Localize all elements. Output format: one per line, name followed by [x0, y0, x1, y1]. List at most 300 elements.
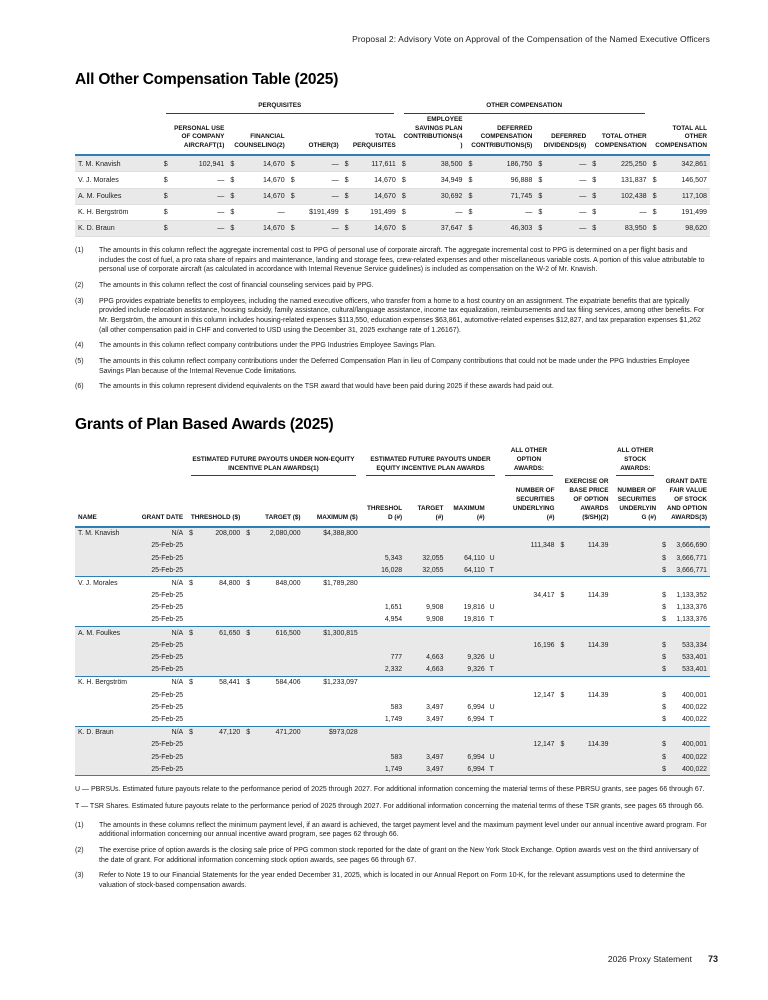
table-cell — [361, 739, 405, 751]
table-cell — [75, 540, 135, 552]
table-cell: $ 58,441 — [186, 676, 243, 689]
table-cell: $ — — [163, 208, 225, 217]
table-cell — [304, 701, 361, 713]
legend-u: U — PBRSUs. Estimated future payouts relate to the performance period of 2025 through 2027. For additional information concerning the material terms of these PBRSU grants, see pages 66 through 67. — [75, 786, 705, 794]
footnote-text: Refer to Note 19 to our Financial Statements for the year ended December 31, 2025, which is located in our Annual Report on Form 10-K, for the relevant assumptions used to determine the valuation of stock-based compensation awards. — [99, 872, 685, 889]
table-cell: $ 400,022 — [662, 753, 707, 761]
table-cell — [500, 763, 557, 776]
table-cell — [186, 713, 243, 726]
table-cell — [75, 701, 135, 713]
table-cell — [611, 590, 659, 602]
table-cell: $ 30,692 — [401, 192, 463, 201]
table-cell: 25-Feb-25 — [151, 666, 184, 674]
footnote — [75, 297, 710, 336]
table-cell — [500, 627, 557, 640]
table-row — [75, 552, 710, 564]
table-cell: 777 — [390, 654, 403, 662]
footnote-number: (1) — [75, 821, 84, 829]
table-cell — [558, 527, 612, 540]
table-cell — [405, 540, 446, 552]
table-cell — [488, 590, 501, 602]
table-cell: 3,497 — [405, 763, 446, 776]
table-cell: $ — — [163, 224, 225, 233]
table-cell — [75, 763, 135, 776]
table-cell — [75, 552, 135, 564]
table-cell: T — [489, 715, 494, 723]
footnote — [75, 821, 710, 840]
table-cell: $ — — [538, 175, 587, 184]
table-cell: T. M. Knavish — [78, 159, 121, 168]
table-row — [75, 188, 710, 204]
table-row — [75, 614, 710, 627]
table-cell — [186, 739, 243, 751]
table-cell: N/A — [135, 726, 186, 739]
perquisites-group-header: PERQUISITES — [161, 100, 399, 114]
table-cell — [488, 726, 501, 739]
table-cell — [558, 614, 612, 627]
table-cell — [611, 651, 659, 663]
table-cell — [405, 726, 446, 739]
table-cell: 12,147 — [533, 691, 555, 699]
footnote — [75, 382, 710, 392]
table-cell — [611, 564, 659, 577]
table-cell — [558, 651, 612, 663]
table-cell: 32,055 — [422, 566, 444, 574]
table-cell — [75, 664, 135, 677]
table-cell: 1,749 — [384, 715, 403, 723]
table-cell — [304, 639, 361, 651]
table-cell — [75, 564, 135, 577]
table-cell: $ 114.39 — [560, 691, 609, 699]
empty-header — [135, 445, 186, 476]
table-cell: 4,663 — [426, 654, 444, 662]
footnote-number: (2) — [75, 846, 84, 854]
table-cell — [304, 552, 361, 564]
table-cell: $ 98,620 — [652, 224, 707, 233]
table-cell: $ — — [230, 208, 285, 217]
table-cell: 9,908 — [426, 616, 444, 624]
table-cell: $ 2,080,000 — [246, 530, 301, 538]
table-row — [75, 602, 710, 614]
table-cell: $ 471,200 — [243, 726, 303, 739]
table-cell — [405, 590, 446, 602]
table-cell: $ — — [538, 159, 587, 168]
empty-header — [75, 445, 135, 476]
table-cell: $ 208,000 — [189, 530, 241, 538]
table-cell — [558, 602, 612, 614]
column-header: EMPLOYEE SAVINGS PLAN CONTRIBUTIONS(4) — [399, 114, 466, 155]
table-cell: 9,326 — [467, 666, 485, 674]
table-row — [75, 689, 710, 701]
table-cell: V. J. Morales — [75, 577, 135, 590]
comp-table-body — [75, 155, 710, 236]
table-cell — [611, 726, 659, 739]
table-cell — [446, 527, 487, 540]
column-header: GRANT DATE — [135, 476, 186, 526]
table-row — [75, 651, 710, 663]
table-cell: 1,749 — [361, 763, 405, 776]
table-row — [75, 172, 710, 188]
table-cell: $ 225,250 — [592, 159, 647, 168]
table-cell — [243, 614, 303, 627]
ut-column-header — [488, 476, 501, 526]
column-header: MAXIMUM (#) — [446, 476, 487, 526]
table-cell: 6,994 — [446, 763, 487, 776]
table-cell: 34,417 — [533, 592, 555, 600]
table-cell: T — [488, 763, 501, 776]
table-cell: $ 14,670 — [230, 192, 285, 201]
table-cell — [558, 552, 612, 564]
table-cell: A. M. Foulkes — [75, 627, 135, 640]
comp-table-footnotes — [75, 246, 710, 392]
footnote — [75, 341, 710, 351]
table-cell: 16,196 — [533, 641, 555, 649]
table-cell — [558, 577, 612, 590]
table-cell: $ 14,670 — [230, 175, 285, 184]
table-row — [75, 639, 710, 651]
table-cell — [243, 540, 303, 552]
table-row — [75, 204, 710, 220]
table-cell — [75, 651, 135, 663]
table-cell — [186, 639, 243, 651]
table-cell — [304, 689, 361, 701]
table-cell: $ 71,745 — [468, 192, 533, 201]
table-cell — [500, 564, 557, 577]
table-cell — [243, 713, 303, 726]
table-cell — [75, 713, 135, 726]
table-cell: $ — — [468, 208, 533, 217]
table-cell: N/A — [135, 627, 186, 640]
table-cell: $ 1,133,352 — [662, 592, 707, 600]
table-cell — [558, 763, 612, 776]
column-header: FINANCIAL COUNSELING(2) — [227, 114, 287, 155]
table-cell: $ 533,401 — [662, 666, 707, 674]
column-header: NUMBER OF SECURITIES UNDERLYING (#) — [611, 476, 659, 526]
table-cell — [611, 614, 659, 627]
table-cell — [446, 639, 487, 651]
table-cell: $ 96,888 — [468, 175, 533, 184]
table-cell — [500, 676, 557, 689]
table-cell — [243, 564, 303, 577]
table-cell: $1,300,815 — [304, 627, 361, 640]
column-header: THRESHOLD ($) — [186, 476, 243, 526]
table-cell: $ — — [290, 192, 339, 201]
table-cell — [500, 713, 557, 726]
table-cell: $ 117,611 — [344, 159, 396, 168]
table-cell: $ 848,000 — [243, 577, 303, 590]
table-cell — [446, 676, 487, 689]
table-cell — [659, 726, 710, 739]
table-row — [75, 590, 710, 602]
table-cell: $ 38,500 — [401, 159, 463, 168]
table-cell: 6,994 — [467, 715, 485, 723]
table-cell: 1,651 — [384, 604, 403, 612]
table-cell: $ 400,022 — [662, 715, 707, 723]
table-cell: 25-Feb-25 — [151, 604, 184, 612]
grants-table-legend — [75, 785, 710, 811]
table-cell — [186, 701, 243, 713]
table-cell — [488, 627, 501, 640]
table-cell — [488, 527, 501, 540]
footnote-text: PPG provides expatriate benefits to employees, including the named executive officers, who transfer from a home to a host country on an assignment. The expatriate benefits that are typically provided include relocation assistance, housing subsidy, family assistance, cultural/language assistance, income tax equalization, reimbursements and tax filing services, among other benefits. For Mr. Bergström, the amount in this column includes housing-related expenses $113,550, education expenses $63,861, automotive-related expenses $12,827, and tax preparation expenses $1,262 (all other compensation paid in CHF and converted to USD using the December 31, 2025 exchange rate of 1.26167). — [99, 297, 705, 334]
footnote-text: The amounts in this column represent dividend equivalents on the TSR award that would have been paid during 2025 if these awards had paid out. — [99, 383, 554, 391]
table-cell — [304, 602, 361, 614]
table-cell — [243, 664, 303, 677]
table-cell: $4,388,800 — [323, 530, 358, 538]
footnote-number: (1) — [75, 247, 84, 255]
table-cell — [659, 577, 710, 590]
column-header: TOTAL PERQUISITES — [342, 114, 399, 155]
table-cell — [446, 590, 487, 602]
table-cell: $ 584,406 — [243, 676, 303, 689]
table-cell — [75, 602, 135, 614]
table-cell: $ 131,837 — [592, 175, 647, 184]
table-cell: $ — — [290, 159, 339, 168]
table-cell: $ 616,500 — [243, 627, 303, 640]
table-cell — [243, 639, 303, 651]
table-cell: K. D. Braun — [75, 726, 135, 739]
table-cell — [361, 627, 405, 640]
table-cell: U — [489, 654, 495, 662]
table-cell — [361, 726, 405, 739]
table-cell: U — [489, 753, 495, 761]
table-cell: $ — — [290, 224, 339, 233]
table-cell — [558, 701, 612, 713]
compensation-table-title: All Other Compensation Table (2025) — [75, 71, 339, 88]
column-header: OTHER(3) — [288, 114, 342, 155]
table-cell — [243, 763, 303, 776]
table-cell — [243, 689, 303, 701]
column-header: TARGET (#) — [405, 476, 446, 526]
table-cell — [500, 651, 557, 663]
table-cell: 25-Feb-25 — [151, 616, 184, 624]
table-cell: 64,110 — [464, 554, 485, 562]
table-cell: $ 114.39 — [560, 641, 609, 649]
table-cell — [446, 689, 487, 701]
table-cell: $ 186,750 — [468, 159, 533, 168]
table-cell — [186, 664, 243, 677]
table-cell: $ — — [163, 192, 225, 201]
table-cell: $1,233,097 — [304, 676, 361, 689]
table-cell: 19,816 — [463, 616, 485, 624]
table-cell: $ 84,800 — [186, 577, 243, 590]
table-cell: 25-Feb-25 — [151, 753, 184, 761]
table-cell — [659, 527, 710, 540]
table-cell: K. H. Bergström — [78, 208, 129, 217]
table-cell: $ 533,401 — [662, 654, 707, 662]
table-cell — [558, 713, 612, 726]
table-cell — [304, 664, 361, 677]
table-cell — [361, 577, 405, 590]
table-cell — [186, 751, 243, 763]
table-cell — [446, 739, 487, 751]
table-cell: U — [489, 604, 495, 612]
table-cell — [611, 739, 659, 751]
table-cell: T — [489, 616, 494, 624]
table-cell — [75, 590, 135, 602]
table-cell — [488, 540, 501, 552]
table-row — [75, 155, 710, 172]
table-cell: $ 61,650 — [186, 627, 243, 640]
table-cell: 6,994 — [467, 703, 485, 711]
table-cell: A. M. Foulkes — [78, 192, 122, 201]
table-cell: $ 146,507 — [652, 175, 707, 184]
table-cell: 5,343 — [384, 554, 403, 562]
table-cell — [304, 614, 361, 627]
table-cell: T — [489, 666, 494, 674]
table-cell: $ 114.39 — [560, 542, 609, 550]
table-cell: $ 1,133,376 — [662, 604, 707, 612]
table-cell: $ — — [538, 208, 587, 217]
table-cell — [558, 726, 612, 739]
table-cell — [304, 651, 361, 663]
column-header: NAME — [75, 476, 135, 526]
table-cell: 25-Feb-25 — [151, 554, 184, 562]
table-cell — [243, 739, 303, 751]
table-cell: $ — — [538, 224, 587, 233]
table-cell — [361, 590, 405, 602]
table-cell — [304, 751, 361, 763]
table-cell: $ 102,941 — [163, 159, 225, 168]
table-cell — [659, 676, 710, 689]
table-cell — [488, 689, 501, 701]
footnote-text: The amounts in this column reflect the aggregate incremental cost to PPG of personal use of corporate aircraft. The aggregate incremental cost to PPG is determined on a per flight basis and includes the cost of fuel, a pro rata share of repairs and maintenance, landing and storage fees, crew-related expenses and other miscellaneous variable costs. A portion of this value attributable to personal use of corporate aircraft (as calculated in accordance with Internal Revenue Service guidelines) is included as compensation on the W-2 of Mr. Knavish. — [99, 247, 705, 274]
table-cell: 25-Feb-25 — [151, 715, 184, 723]
table-cell: T. M. Knavish — [78, 530, 120, 538]
table-cell — [446, 627, 487, 640]
table-row — [75, 726, 710, 739]
table-cell — [405, 676, 446, 689]
column-header: MAXIMUM ($) — [304, 476, 361, 526]
table-cell: 4,663 — [426, 666, 444, 674]
table-cell: 583 — [390, 753, 403, 761]
column-header: DEFERRED DIVIDENDS(6) — [535, 114, 589, 155]
table-cell — [186, 540, 243, 552]
column-header-row — [75, 476, 710, 526]
table-cell: $ 46,303 — [468, 224, 533, 233]
table-cell — [243, 590, 303, 602]
table-cell — [75, 739, 135, 751]
table-cell — [500, 726, 557, 739]
table-cell: $ — — [401, 208, 463, 217]
grants-table-header — [75, 445, 710, 527]
footnote-number: (5) — [75, 357, 84, 365]
table-cell: $ 102,438 — [592, 192, 647, 201]
table-cell — [558, 676, 612, 689]
grants-table-body — [75, 527, 710, 776]
table-cell — [611, 763, 659, 776]
table-cell: $1,789,280 — [304, 577, 361, 590]
table-cell: 4,954 — [384, 616, 403, 624]
table-cell — [611, 577, 659, 590]
footnote-number: (2) — [75, 282, 84, 290]
table-cell — [186, 763, 243, 776]
table-cell — [611, 639, 659, 651]
table-cell — [186, 689, 243, 701]
empty-header — [659, 445, 710, 476]
footnote-text: The exercise price of option awards is the closing sale price of PPG common stock reported for the date of grant on the New York Stock Exchange. Option awards vest on the third anniversary of the date of grant. For additional information concerning stock option awards, see pages 66 through 67. — [99, 846, 699, 864]
table-cell — [500, 664, 557, 677]
table-cell: 2,332 — [384, 666, 403, 674]
table-cell — [446, 540, 487, 552]
table-cell — [304, 763, 361, 776]
table-cell — [488, 639, 501, 651]
column-header-row — [75, 114, 710, 155]
table-cell — [243, 602, 303, 614]
table-cell: 16,028 — [381, 566, 403, 574]
table-cell: 25-Feb-25 — [151, 741, 184, 749]
footnote — [75, 281, 710, 291]
table-cell — [243, 751, 303, 763]
footnote-text: The amounts in this column reflect the cost of financial counseling services paid by PPG. — [99, 282, 374, 290]
table-cell — [186, 590, 243, 602]
table-cell — [611, 689, 659, 701]
column-header: THRESHOLD (#) — [361, 476, 405, 526]
table-cell: 64,110 — [464, 566, 485, 574]
equity-group-header: ESTIMATED FUTURE PAYOUTS UNDER EQUITY INCENTIVE PLAN AWARDS — [361, 445, 501, 476]
table-cell — [304, 564, 361, 577]
footnote-number: (4) — [75, 342, 84, 350]
table-cell — [361, 639, 405, 651]
table-cell: 25-Feb-25 — [151, 641, 184, 649]
table-row — [75, 564, 710, 577]
table-cell: $ 191,499 — [652, 208, 707, 217]
group-header-row — [75, 100, 710, 114]
table-cell: $ — — [290, 175, 339, 184]
table-cell — [659, 627, 710, 640]
grants-table-title: Grants of Plan Based Awards (2025) — [75, 415, 334, 433]
table-cell — [611, 676, 659, 689]
table-cell — [500, 614, 557, 627]
table-cell — [304, 540, 361, 552]
table-cell: 3,497 — [426, 753, 444, 761]
table-cell: 9,908 — [426, 604, 444, 612]
table-cell: $ 3,666,771 — [662, 566, 707, 574]
table-cell: N/A — [135, 676, 186, 689]
non-equity-group-header: ESTIMATED FUTURE PAYOUTS UNDER NON-EQUITY INCENTIVE PLAN AWARDS(1) — [186, 445, 361, 476]
table-cell — [500, 701, 557, 713]
table-cell: $ 191,499 — [344, 208, 396, 217]
table-cell: $ 14,670 — [230, 224, 285, 233]
table-cell — [75, 614, 135, 627]
table-row — [75, 701, 710, 713]
table-cell — [186, 651, 243, 663]
table-cell — [488, 739, 501, 751]
table-cell: $973,028 — [304, 726, 361, 739]
table-cell: 111,348 — [530, 542, 555, 550]
option-awards-group-header: ALL OTHER OPTION AWARDS: — [500, 445, 557, 476]
running-head: Proposal 2: Advisory Vote on Approval of the Compensation of the Named Executive Officers — [352, 34, 710, 44]
table-cell — [405, 627, 446, 640]
table-cell — [405, 639, 446, 651]
table-cell: $ 14,670 — [344, 224, 396, 233]
group-header-row — [75, 445, 710, 476]
table-cell — [405, 527, 446, 540]
table-cell — [558, 664, 612, 677]
column-header: GRANT DATE FAIR VALUE OF STOCK AND OPTION AWARDS(3) — [659, 476, 710, 526]
table-cell — [558, 564, 612, 577]
table-cell: 12,147 — [533, 741, 555, 749]
table-cell — [611, 627, 659, 640]
table-cell: U — [489, 554, 495, 562]
column-header: PERSONAL USE OF COMPANY AIRCRAFT(1) — [161, 114, 228, 155]
table-cell: 3,497 — [426, 703, 444, 711]
table-cell: $ 47,120 — [186, 726, 243, 739]
table-cell — [611, 552, 659, 564]
table-cell: N/A — [171, 530, 184, 538]
table-row — [75, 577, 710, 590]
table-cell — [611, 540, 659, 552]
